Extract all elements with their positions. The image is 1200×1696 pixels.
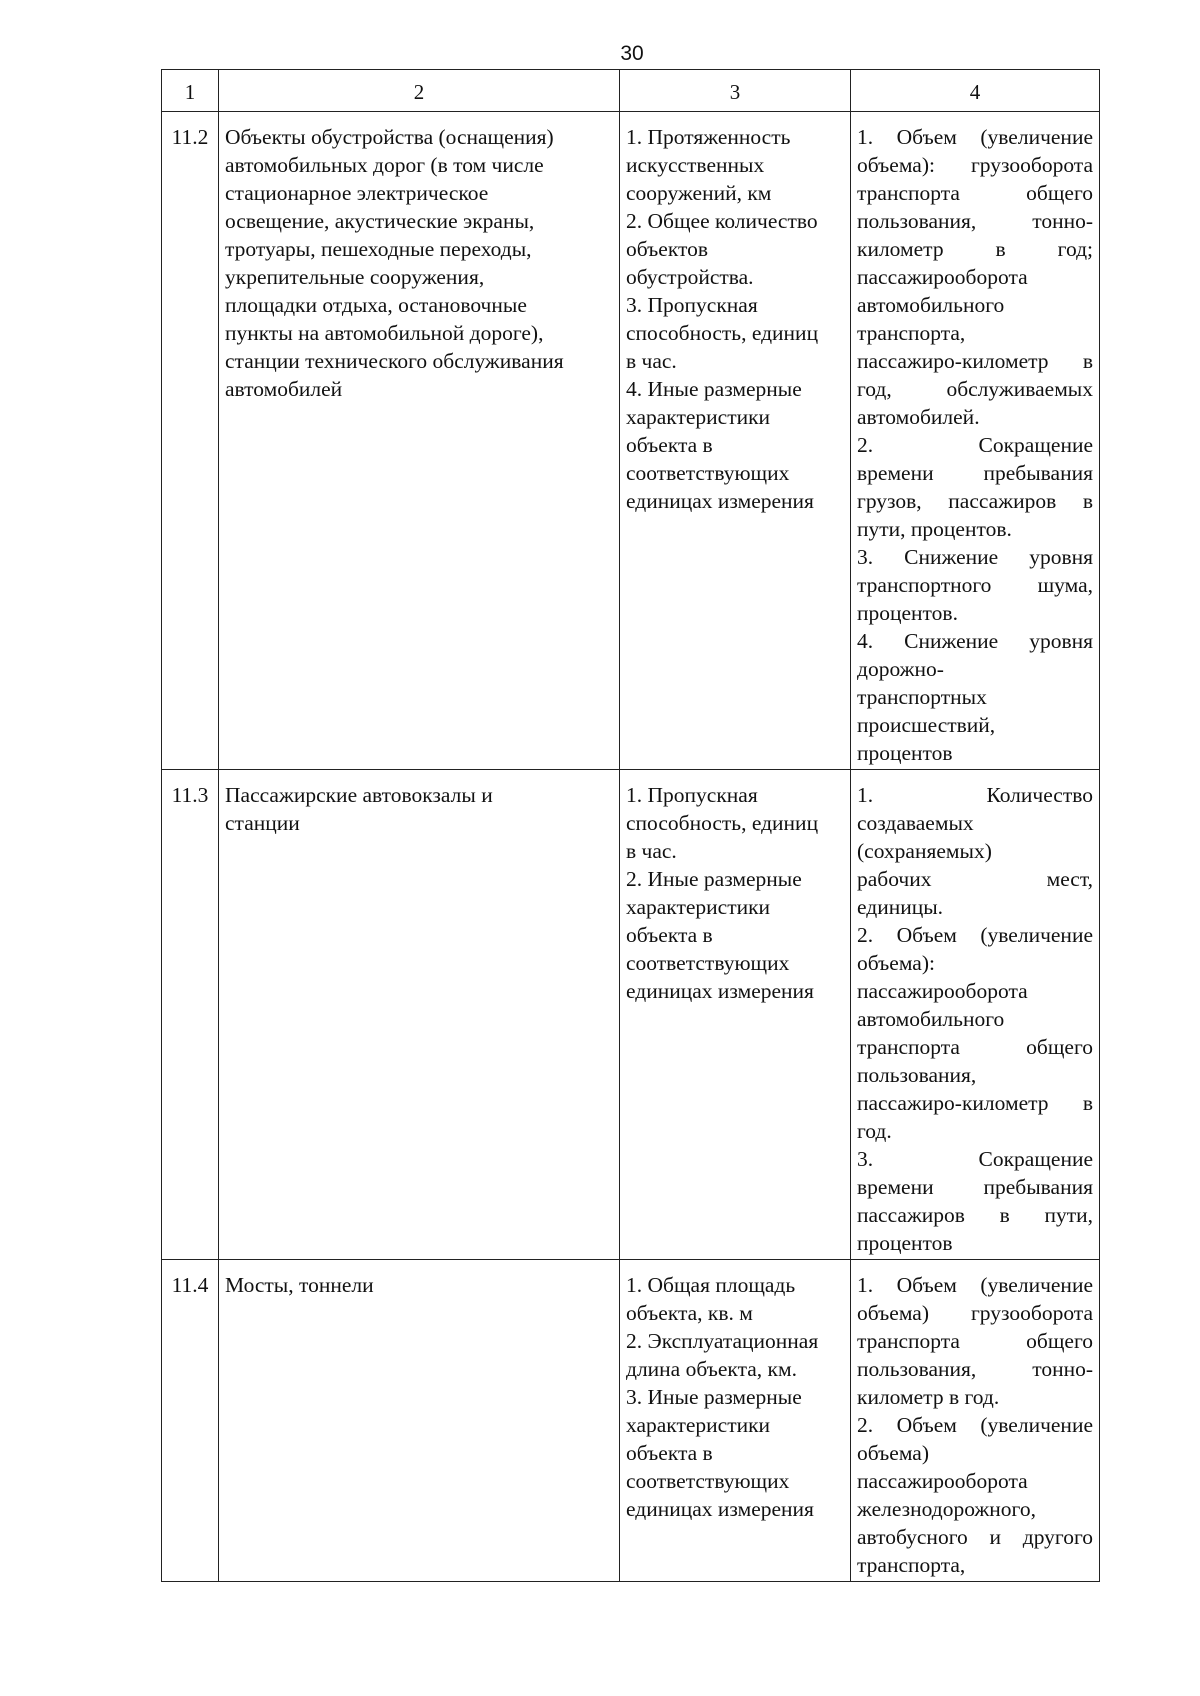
cell-text-line: 2. Объем (увеличение [857,1413,1093,1437]
header-col-4: 4 [851,70,1100,112]
cell-text-line: стационарное электрическое [225,181,489,205]
cell-text-line: создаваемых [857,811,974,835]
cell-text-line: пассажиро-километр в [857,349,1093,373]
cell-text-line: объекта в [626,923,713,947]
cell-text-line: автомобильного [857,293,1005,317]
cell-text-line: 4. Снижение уровня [857,629,1093,653]
indicators-table [161,69,1100,1582]
cell-text-line: обустройства. [626,265,754,289]
cell-text-line: 2. Эксплуатационная [626,1329,819,1353]
cell-text-line: пользования, [857,1063,977,1087]
cell-text-line: объекта, кв. м [626,1301,753,1325]
header-col-2: 2 [219,70,620,112]
cell-text-line: железнодорожного, [857,1497,1036,1521]
row-number: 11.4 [162,1260,219,1582]
cell-text-line: укрепительные сооружения, [225,265,485,289]
cell-text-line: транспортного шума, [857,573,1093,597]
cell-text-line: транспорта общего [857,1329,1093,1353]
cell-text-line: объема): грузооборота [857,153,1093,177]
cell-text-line: соответствующих [626,1469,790,1493]
header-col-3: 3 [620,70,851,112]
cell-text-line: Мосты, тоннели [225,1273,374,1297]
cell-text-line: грузов, пассажиров в [857,489,1093,513]
cell-text-line: пользования, тонно- [857,1357,1093,1381]
cell-text-line: времени пребывания [857,1175,1093,1199]
indicators-cell [851,770,1100,1260]
cell-text-line: автомобилей. [857,405,980,429]
characteristics-cell [620,770,851,1260]
cell-text-line: характеристики [626,1413,771,1437]
characteristics-cell [620,112,851,770]
cell-text-line: автомобильного [857,1007,1005,1031]
cell-text-line: объема) грузооборота [857,1301,1093,1325]
cell-text-line: год. [857,1119,892,1143]
cell-text-line: процентов. [857,601,958,625]
cell-text-line: соответствующих [626,461,790,485]
indicators-cell [851,1260,1100,1582]
table-row-11-3 [162,770,1100,1260]
cell-text-line: 3. Пропускная [626,293,758,317]
cell-text-line: транспорта общего [857,1035,1093,1059]
cell-text-line: километр в год; [857,237,1093,261]
page-number: 30 [620,42,644,65]
cell-text-line: единицах измерения [626,979,814,1003]
cell-text-line: транспорта, [857,321,966,345]
cell-text-line: в час. [626,349,677,373]
cell-text-line: объектов [626,237,708,261]
table-header-row [162,70,1100,112]
cell-text-line: характеристики [626,895,771,919]
cell-text-line: объекта в [626,1441,713,1465]
object-name-cell [219,112,620,770]
object-name-cell [219,1260,620,1582]
cell-text-line: 2. Сокращение [857,433,1093,457]
row-number: 11.3 [162,770,219,1260]
header-col-1: 1 [162,70,219,112]
cell-text-line: освещение, акустические экраны, [225,209,535,233]
cell-text-line: пассажирооборота [857,1469,1028,1493]
cell-text-line: станции технического обслуживания [225,349,564,373]
cell-text-line: год, обслуживаемых [857,377,1093,401]
cell-text-line: пассажирооборота [857,979,1028,1003]
table-row-11-2 [162,112,1100,770]
cell-text-line: способность, единиц [626,321,819,345]
cell-text-line: станции [225,811,300,835]
cell-text-line: единицы. [857,895,944,919]
cell-text-line: искусственных [626,153,765,177]
cell-text-line: 1. Объем (увеличение [857,125,1093,149]
cell-text-line: пассажиро-километр в [857,1091,1093,1115]
cell-text-line: автобусного и другого [857,1525,1093,1549]
cell-text-line: объема): [857,951,935,975]
cell-text-line: 3. Сокращение [857,1147,1093,1171]
cell-text-line: 1. Пропускная [626,783,758,807]
cell-text-line: сооружений, км [626,181,772,205]
cell-text-line: Пассажирские автовокзалы и [225,783,493,807]
cell-text-line: единицах измерения [626,489,814,513]
characteristics-cell [620,1260,851,1582]
row-number: 11.2 [162,112,219,770]
cell-text-line: способность, единиц [626,811,819,835]
cell-text-line: процентов [857,1231,953,1255]
cell-text-line: 1. Объем (увеличение [857,1273,1093,1297]
cell-text-line: транспортных [857,685,987,709]
cell-text-line: пользования, тонно- [857,209,1093,233]
cell-text-line: единицах измерения [626,1497,814,1521]
cell-text-line: (сохраняемых) [857,839,992,863]
cell-text-line: пути, процентов. [857,517,1012,541]
cell-text-line: 1. Протяженность [626,125,791,149]
cell-text-line: пункты на автомобильной дороге), [225,321,544,345]
cell-text-line: 2. Общее количество [626,209,818,233]
cell-text-line: площадки отдыха, остановочные [225,293,527,317]
cell-text-line: тротуары, пешеходные переходы, [225,237,532,261]
cell-text-line: 1. Количество [857,783,1093,807]
cell-text-line: характеристики [626,405,771,429]
cell-text-line: 2. Иные размерные [626,867,802,891]
indicators-cell [851,112,1100,770]
cell-text-line: автомобилей [225,377,343,401]
table-row-11-4 [162,1260,1100,1582]
cell-text-line: транспорта, [857,1553,966,1577]
cell-text-line: 2. Объем (увеличение [857,923,1093,947]
cell-text-line: 4. Иные размерные [626,377,802,401]
cell-text-line: дорожно- [857,657,944,681]
cell-text-line: пассажирооборота [857,265,1028,289]
cell-text-line: 3. Снижение уровня [857,545,1093,569]
cell-text-line: 3. Иные размерные [626,1385,802,1409]
cell-text-line: 1. Общая площадь [626,1273,796,1297]
cell-text-line: в час. [626,839,677,863]
cell-text-line: процентов [857,741,953,765]
cell-text-line: времени пребывания [857,461,1093,485]
object-name-cell [219,770,620,1260]
cell-text-line: пассажиров в пути, [857,1203,1093,1227]
cell-text-line: Объекты обустройства (оснащения) [225,125,554,149]
cell-text-line: происшествий, [857,713,996,737]
cell-text-line: объема) [857,1441,929,1465]
cell-text-line: километр в год. [857,1385,1000,1409]
cell-text-line: автомобильных дорог (в том числе [225,153,544,177]
cell-text-line: объекта в [626,433,713,457]
cell-text-line: длина объекта, км. [626,1357,797,1381]
cell-text-line: рабочих мест, [857,867,1093,891]
cell-text-line: соответствующих [626,951,790,975]
cell-text-line: транспорта общего [857,181,1093,205]
